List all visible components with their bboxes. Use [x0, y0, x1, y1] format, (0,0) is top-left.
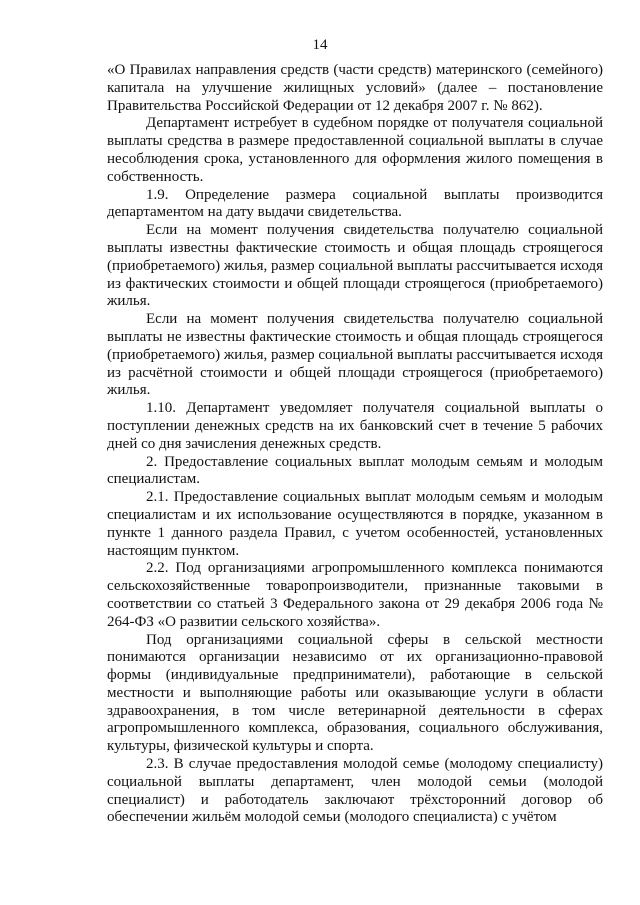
- paragraph-1-10: 1.10. Департамент уведомляет получателя социальной выплаты о поступлении денежных средств на их банковский счет в течение 5 рабочих дней со дня зачисления денежных средств.: [107, 400, 603, 452]
- paragraph-1-9: 1.9. Определение размера социальной выплаты производится департаментом на дату выдачи свидетельства.: [107, 186, 603, 221]
- paragraph-unknown-cost: Если на момент получения свидетельства получателю социальной выплаты не известны фактические стоимость и общая площадь строящегося (приобретаемого) жилья, размер социальной выплаты рассчитывается исходя из расчётной стоимости и общей площади строящегося (приобретаемого) жилья.: [107, 311, 603, 399]
- body-text: [107, 62, 603, 827]
- paragraph-known-cost: Если на момент получения свидетельства получателю социальной выплаты известны фактические стоимость и общая площадь строящегося (приобретаемого) жилья, размер социальной выплаты рассчитывается исходя из фактических стоимости и общей площади строящегося (приобретаемого) жилья.: [107, 222, 603, 310]
- paragraph-2-2: 2.2. Под организациями агропромышленного комплекса понимаются сельскохозяйственные товаропроизводители, признанные таковыми в соответствии со статьей 3 Федерального закона от 29 декабря 2006 года № 264-ФЗ «О развитии сельского хозяйства».: [107, 560, 603, 630]
- page-number: 14: [312, 37, 328, 53]
- paragraph-continuation: «О Правилах направления средств (части средств) материнского (семейного) капитала на улучшение жилищных условий» (далее – постановление Правительства Российской Федерации от 12 декабря 2007 г. № 862).: [107, 62, 603, 114]
- paragraph-social-sphere: Под организациями социальной сферы в сельской местности понимаются организации независимо от их организационно-правовой формы (индивидуальные предприниматели), работающие в сельской местности и выполняющие работы или оказывающие услуги в области здравоохранения, в том числе ветеринарной деятельности в сферах агропромышленного комплекса, образования, социального обслуживания, культуры, физической культуры и спорта.: [107, 631, 603, 755]
- paragraph-2-1: 2.1. Предоставление социальных выплат молодым семьям и молодым специалистам и их использование осуществляются в порядке, указанном в пункте 1 данного раздела Правил, с учетом особенностей, установленных настоящим пунктом.: [107, 489, 603, 559]
- paragraph-2-3: 2.3. В случае предоставления молодой семье (молодому специалисту) социальной выплаты департамент, член молодой семьи (молодой специалист) и работодатель заключают трёхсторонний договор об обеспечении жильём молодой семьи (молодого специалиста) с учётом: [107, 756, 603, 826]
- section-heading-2: 2. Предоставление социальных выплат молодым семьям и молодым специалистам.: [107, 453, 603, 488]
- paragraph-recovery-of-funds: Департамент истребует в судебном порядке от получателя социальной выплаты средства в размере предоставленной социальной выплаты в случае несоблюдения срока, установленного для оформления жилого помещения в собственность.: [107, 115, 603, 185]
